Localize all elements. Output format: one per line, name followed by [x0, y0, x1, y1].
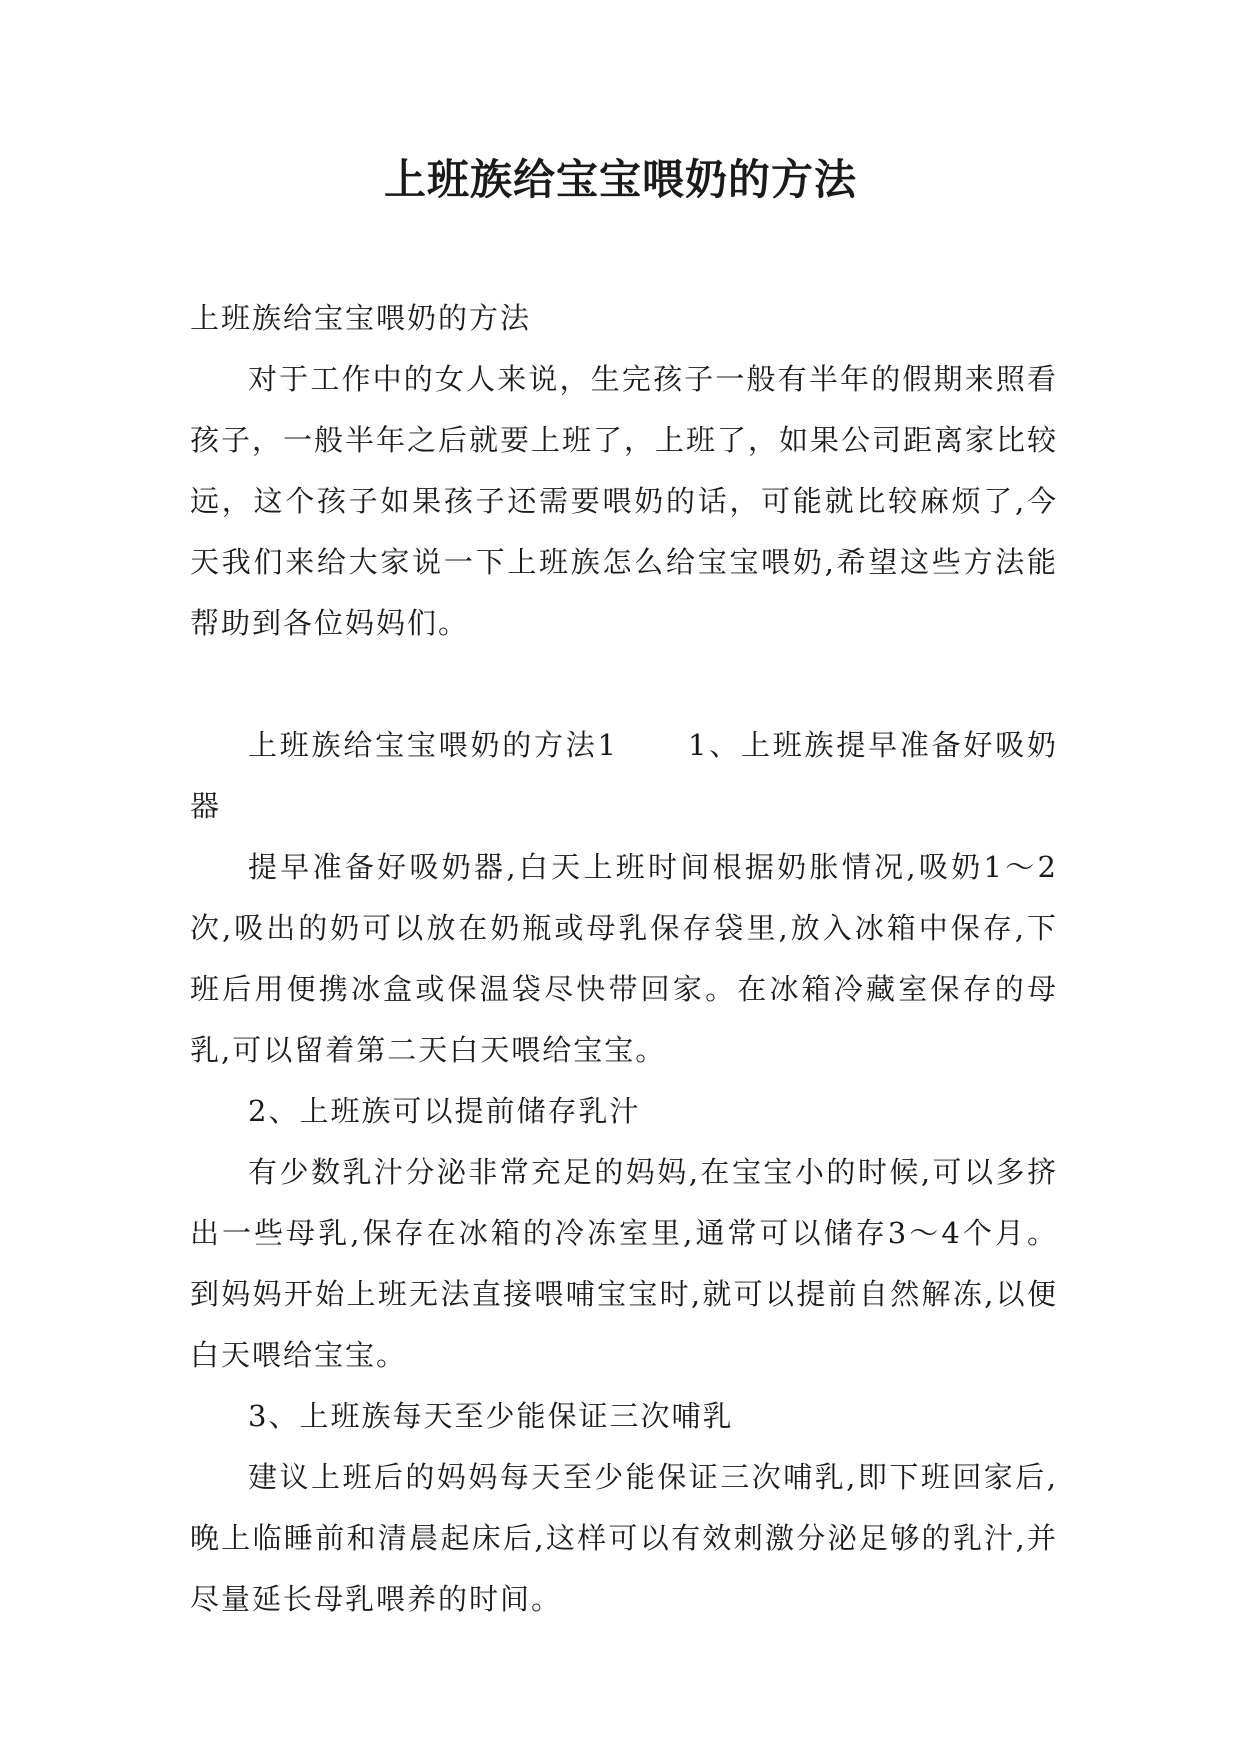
item-3-heading: 3、上班族每天至少能保证三次哺乳: [248, 1399, 734, 1433]
item-2-paragraph: 有少数乳汁分泌非常充足的妈妈,在宝宝小的时候,可以多挤出一些母乳,保存在冰箱的冷冻室里,通常可以储存3～4个月。到妈妈开始上班无法直接喂哺宝宝时,就可以提前自然解冻,以便白天喂给宝宝。: [190, 1155, 1058, 1372]
document-title: 上班族给宝宝喂奶的方法: [383, 155, 857, 204]
item-3-paragraph: 建议上班后的妈妈每天至少能保证三次哺乳,即下班回家后,晚上临睡前和清晨起床后,这样可以有效刺激分泌足够的乳汁,并尽量延长母乳喂养的时间。: [190, 1460, 1058, 1616]
item-2-heading: 2、上班族可以提前储存乳汁: [248, 1094, 641, 1128]
document-body: [190, 288, 1058, 1630]
document-subtitle: 上班族给宝宝喂奶的方法: [190, 301, 532, 335]
item-1-paragraph: 提早准备好吸奶器,白天上班时间根据奶胀情况,吸奶1～2次,吸出的奶可以放在奶瓶或母乳保存袋里,放入冰箱中保存,下班后用便携冰盒或保温袋尽快带回家。在冰箱冷藏室保存的母乳,可以留着第二天白天喂给宝宝。: [190, 850, 1058, 1067]
item-1-heading: 1、上班族提早准备好吸奶器: [190, 728, 1058, 823]
section-1-title: 上班族给宝宝喂奶的方法1: [248, 728, 618, 762]
section-1-heading-line: [190, 715, 1058, 837]
paragraph-gap: [190, 654, 1058, 715]
intro-paragraph: 对于工作中的女人来说，生完孩子一般有半年的假期来照看孩子，一般半年之后就要上班了，上班了，如果公司距离家比较远，这个孩子如果孩子还需要喂奶的话，可能就比较麻烦了,今天我们来给大家说一下上班族怎么给宝宝喂奶,希望这些方法能帮助到各位妈妈们。: [190, 362, 1059, 640]
